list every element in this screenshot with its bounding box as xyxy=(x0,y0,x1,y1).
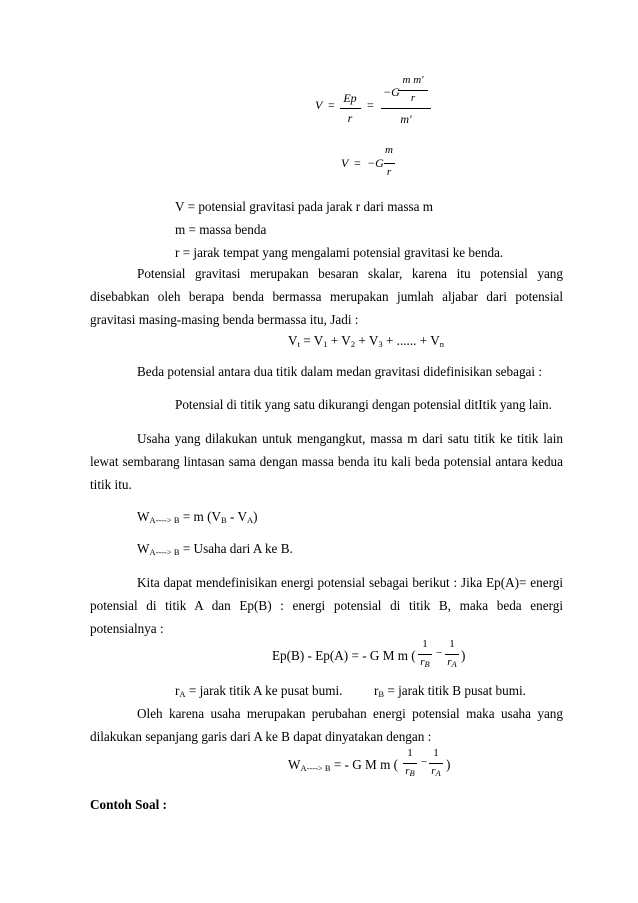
fraction-bar xyxy=(381,108,431,109)
w-formula-rest: = - G M m ( xyxy=(330,757,399,772)
paragraph-3: Potensial di titik yang satu dikurangi dengan potensial ditItik yang lain. xyxy=(175,397,552,412)
w-d2-sub: A xyxy=(435,768,441,778)
formula1-outer-den: m' xyxy=(400,112,412,126)
w-minus: − xyxy=(421,756,428,768)
work1-sub: A----> B xyxy=(149,515,180,525)
formula1-frac1-num: Ep xyxy=(343,91,357,105)
work-formula-1 xyxy=(137,509,258,525)
work1-w: W xyxy=(137,509,150,524)
ep-d1 xyxy=(414,656,436,669)
formula1-frac1-den: r xyxy=(347,111,353,125)
fraction-bar xyxy=(340,108,361,109)
work1-va: A xyxy=(246,515,254,525)
formula2-num: m xyxy=(385,144,393,156)
sum-formula xyxy=(288,333,444,349)
ep-n2: 1 xyxy=(449,638,455,650)
paragraph-1-line-3: gravitasi masing-masing benda bermassa itu, Jadi : xyxy=(90,312,359,327)
work2-sub: A----> B xyxy=(149,547,180,557)
paragraph-6-line-1: Oleh karena usaha merupakan perubahan energi potensial maka usaha yang xyxy=(137,706,563,721)
paragraph-4-line-2: lewat sembarang lintasan sama dengan massa benda itu kali beda potensial antara kedua xyxy=(90,454,563,469)
ep-d2 xyxy=(441,656,463,669)
ep-n1: 1 xyxy=(422,638,428,650)
w-d2 xyxy=(425,765,447,778)
ra-definition xyxy=(175,683,342,699)
work1-end: ) xyxy=(253,509,258,524)
definition-r: r = jarak tempat yang mengalami potensial gravitasi ke benda. xyxy=(175,245,504,260)
definition-v: V = potensial gravitasi pada jarak r dari massa m xyxy=(175,199,434,214)
paragraph-4-line-1: Usaha yang dilakukan untuk mengangkut, massa m dari satu titik ke titik lain xyxy=(137,431,563,446)
paragraph-5-line-2: potensial di titik A dan Ep(B) : energi potensial di titik B, maka beda energi xyxy=(90,598,563,613)
sum-plus-2: + V xyxy=(355,333,379,348)
paragraph-6-line-2: dilakukan sepanjang garis dari A ke B dapat dinyatakan dengan : xyxy=(90,729,432,744)
fraction-bar xyxy=(384,163,395,164)
w-formula-sub: A----> B xyxy=(300,763,331,773)
definition-m: m = massa benda xyxy=(175,222,267,237)
w-d2-r: r xyxy=(431,765,436,777)
ep-close: ) xyxy=(461,648,466,663)
ra-r: r xyxy=(175,683,180,698)
w-d1 xyxy=(399,765,421,778)
formula1-inner-den: r xyxy=(410,92,416,104)
ra-text: = jarak titik A ke pusat bumi. xyxy=(185,683,343,698)
ep-minus: − xyxy=(436,647,443,659)
sum-sub-n: n xyxy=(439,339,445,349)
sum-sub-1: 1 xyxy=(323,339,328,349)
w-formula-w: W xyxy=(288,757,301,772)
work1-vb: B xyxy=(221,515,227,525)
formula1-inner-num: m m' xyxy=(402,74,424,86)
sum-plus-1: + V xyxy=(327,333,351,348)
formula2-lhs: V xyxy=(341,156,349,170)
work-formula-2 xyxy=(137,541,293,557)
formula1-eq2: = xyxy=(367,98,374,112)
paragraph-5-line-1: Kita dapat mendefinisikan energi potensial sebagai berikut : Jika Ep(A)= energi xyxy=(137,575,563,590)
work1-rest: = m (V xyxy=(179,509,222,524)
rb-sub: B xyxy=(378,689,385,699)
example-heading: Contoh Soal : xyxy=(90,797,167,812)
sum-plus-3: + ...... + V xyxy=(382,333,440,348)
fraction-bar xyxy=(445,654,459,655)
formula2-eq: = xyxy=(354,156,361,170)
ep-d2-sub: A xyxy=(451,659,457,669)
sum-sub-3: 3 xyxy=(378,339,383,349)
ra-sub: A xyxy=(179,689,186,699)
sum-lhs-sub: t xyxy=(297,339,300,349)
paragraph-5-line-3: potensialnya : xyxy=(90,621,164,636)
sum-sub-2: 2 xyxy=(350,339,356,349)
rb-r: r xyxy=(374,683,379,698)
sum-lhs: V xyxy=(288,333,298,348)
w-d1-sub: B xyxy=(409,768,415,778)
ep-lhs: Ep(B) - Ep(A) = - G M m ( xyxy=(272,648,416,663)
formula1-eq1: = xyxy=(328,98,335,112)
w-close: ) xyxy=(446,757,451,772)
rb-definition xyxy=(374,683,526,699)
formula2-den: r xyxy=(386,166,392,178)
w-n2: 1 xyxy=(433,747,439,759)
paragraph-1-line-1: Potensial gravitasi merupakan besaran skalar, karena itu potensial yang xyxy=(137,266,563,281)
work2-rest: = Usaha dari A ke B. xyxy=(179,541,293,556)
rb-text: = jarak titik B pusat bumi. xyxy=(384,683,526,698)
paragraph-2: Beda potensial antara dua titik dalam medan gravitasi didefinisikan sebagai : xyxy=(137,364,543,379)
paragraph-4-line-3: titik itu. xyxy=(90,477,132,492)
w-n1: 1 xyxy=(407,747,413,759)
sum-rhs: = V xyxy=(299,333,324,348)
formula1-lhs: V xyxy=(315,98,323,112)
ep-d1-sub: B xyxy=(424,659,430,669)
fraction-bar xyxy=(398,90,428,91)
fraction-bar xyxy=(429,763,443,764)
w-d1-r: r xyxy=(405,765,410,777)
fraction-bar xyxy=(403,763,417,764)
ep-d2-r: r xyxy=(447,656,452,668)
formula2-neg-g: −G xyxy=(367,156,384,170)
fraction-bar xyxy=(418,654,432,655)
ep-d1-r: r xyxy=(420,656,425,668)
paragraph-1-line-2: disebabkan oleh berapa benda bermassa merupakan jumlah aljabar dari potensial xyxy=(90,289,563,304)
formula1-neg-g: −G xyxy=(383,85,400,99)
work2-w: W xyxy=(137,541,150,556)
work1-mid: - V xyxy=(226,509,247,524)
w-formula-lhs xyxy=(288,757,398,773)
